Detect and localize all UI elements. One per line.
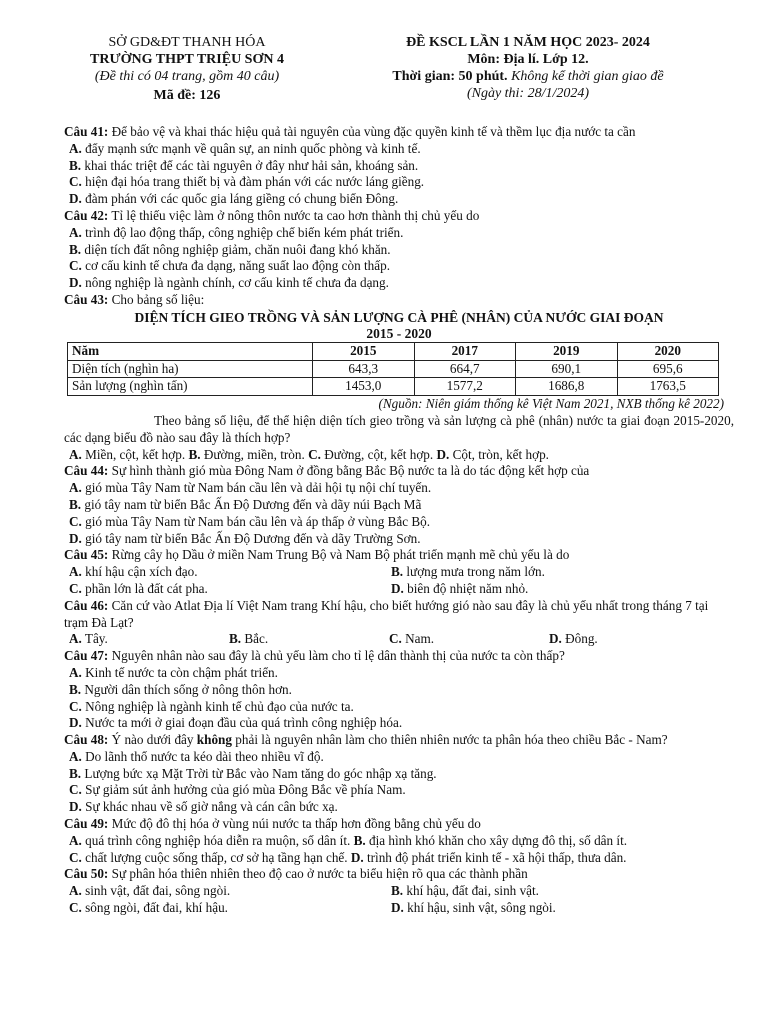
text-span: Sự hình thành gió mùa Đông Nam ở đồng bằng Bắc Bộ nước ta là do tác động kết hợp của	[111, 463, 590, 479]
text-span: quá trình công nghiệp hóa diễn ra muộn, số dân ít.	[85, 832, 351, 848]
text-span: Sản lượng (nghìn tấn)	[68, 378, 313, 396]
text-span: Căn cứ vào Atlat Địa lí Việt Nam trang Khí hậu, cho biết hướng gió nào sau đây là chủ yếu nhất trong tháng 7 tại trạm Đà Lạt?	[64, 597, 709, 630]
question-text: Để bảo vệ và khai thác hiệu quả tài nguyên của vùng đặc quyền kinh tế và thềm lục địa nước ta cần	[111, 124, 636, 139]
option-text	[391, 564, 545, 581]
text-span: B.	[391, 564, 404, 580]
text-span: Câu 49:	[64, 816, 109, 832]
text-span: Đông.	[565, 631, 598, 647]
text-span: cơ cấu kinh tế chưa đa dạng, năng suất lao động còn thấp.	[85, 258, 391, 274]
text-span: A.	[69, 140, 82, 156]
text-span: khí hậu cận xích đạo.	[85, 564, 198, 580]
text-span: hiện đại hóa trang thiết bị và đàm phán với các nước láng giềng.	[85, 174, 425, 190]
text-span: A.	[69, 224, 82, 240]
text-span: Nước ta mới ở giai đoạn đầu của quá trình công nghiệp hóa.	[85, 715, 403, 731]
text-span: C.	[69, 513, 82, 529]
option-a	[64, 225, 734, 242]
text-span: Bắc.	[244, 631, 269, 647]
text-span: D.	[436, 446, 450, 462]
text-span: phần lớn là đất cát pha.	[85, 580, 208, 596]
options-row	[64, 900, 734, 917]
table-row	[68, 378, 719, 396]
text-span: 2020	[617, 342, 719, 360]
text-span: Tây.	[84, 631, 108, 647]
option-c	[64, 699, 734, 716]
question-prompt: Theo bảng số liệu, để thể hiện diện tích gieo trồng và sản lượng cà phê (nhân) nước ta giai đoạn 2015-2020, các dạng biểu đồ nào sau đây là thích hợp?	[64, 412, 734, 445]
text-span: sông ngòi, đất đai, khí hậu.	[85, 900, 228, 916]
text-span: D.	[69, 530, 82, 546]
text-span: nông nghiệp là ngành chính, cơ cấu kinh tế chưa đa dạng.	[85, 275, 389, 291]
option-text	[229, 631, 389, 648]
text-span: gió tây nam từ biển Bắc Ấn Độ Dương đến và dãy Trường Sơn.	[85, 530, 421, 546]
text-span: 1763,5	[617, 378, 719, 396]
question-43	[64, 292, 734, 309]
text-span: 2015	[313, 342, 415, 360]
option-a	[64, 749, 734, 766]
text-span: địa hình khó khăn cho xây dựng đô thị, số dân ít.	[368, 832, 628, 848]
text-span: A.	[69, 748, 82, 764]
text-span: D.	[69, 191, 82, 207]
option-d	[64, 531, 734, 548]
text-span: Người dân thích sống ở nông thôn hơn.	[84, 681, 292, 697]
text-span: DIỆN TÍCH GIEO TRỒNG VÀ SẢN LƯỢNG CÀ PHÊ (NHÂN) CỦA NƯỚC GIAI ĐOẠN	[134, 309, 664, 325]
question-44	[64, 463, 734, 480]
text-span: sinh vật, đất đai, sông ngòi.	[85, 883, 231, 899]
text-span: Cột, tròn, kết hợp.	[452, 446, 549, 462]
text-span: gió tây nam từ biển Bắc Ấn Độ Dương đến và dãy núi Bạch Mã	[84, 496, 422, 512]
text-span: diện tích đất nông nghiệp giảm, chăn nuôi đang khó khăn.	[84, 241, 391, 257]
option-text	[69, 564, 391, 581]
text-span: Câu 47:	[64, 648, 109, 664]
text-span: D.	[391, 580, 404, 596]
options-row	[64, 564, 734, 581]
pages-note: (Đề thi có 04 trang, gồm 40 câu)	[94, 69, 280, 84]
text-span: D.	[69, 275, 82, 291]
text-span: chất lượng cuộc sống thấp, cơ sở hạ tầng hạn chế.	[85, 849, 348, 865]
text-span: D.	[391, 900, 404, 916]
option-text	[69, 883, 391, 900]
option-text	[69, 900, 391, 917]
text-span: C.	[69, 258, 82, 274]
text-span: Câu 42:	[64, 207, 109, 223]
exam-title: ĐỀ KSCL LẦN 1 NĂM HỌC 2023- 2024	[406, 35, 650, 50]
option-a	[64, 141, 734, 158]
option-c	[64, 782, 734, 799]
table-title	[64, 310, 734, 342]
question-46	[64, 598, 734, 632]
text-span: khí hậu, sinh vật, sông ngòi.	[407, 900, 556, 916]
text-span: 1453,0	[313, 378, 415, 396]
time-value: 50 phút.	[458, 69, 508, 84]
question-number: Câu 41:	[64, 124, 109, 139]
text-span: B.	[188, 446, 201, 462]
text-span: Năm	[68, 342, 313, 360]
option-text	[69, 581, 391, 598]
option-text	[391, 883, 539, 900]
school-name: TRƯỜNG THPT TRIỆU SƠN 4	[90, 52, 284, 67]
text-span: A.	[69, 664, 82, 680]
text-span: đẩy mạnh sức mạnh về quân sự, an ninh quốc phòng và kinh tế.	[85, 140, 421, 156]
question-45	[64, 547, 734, 564]
text-span: B.	[391, 883, 404, 899]
text-span: 1577,2	[414, 378, 516, 396]
option-a	[64, 665, 734, 682]
text-span: C.	[69, 849, 82, 865]
text-span: Câu 45:	[64, 547, 109, 563]
text-span: Miền, cột, kết hợp.	[85, 446, 186, 462]
option-b	[64, 682, 734, 699]
option-text	[391, 900, 556, 917]
text-span: 1686,8	[516, 378, 618, 396]
text-span: D.	[549, 631, 562, 647]
exam-date: (Ngày thi: 28/1/2024)	[466, 86, 590, 101]
text-span: 2019	[516, 342, 618, 360]
table-row	[68, 360, 719, 378]
text-span: C.	[389, 631, 402, 647]
question-49	[64, 816, 734, 833]
text-span: Câu 43:	[64, 291, 109, 307]
text-span: Lượng bức xạ Mặt Trời từ Bắc vào Nam tăng do góc nhập xạ tăng.	[84, 765, 437, 781]
text-span: Sự giảm sút ảnh hưởng của gió mùa Đông Bắc về phía Nam.	[85, 782, 406, 798]
text-span: gió mùa Tây Nam từ Nam bán cầu lên và dải hội tụ nội chí tuyến.	[85, 480, 432, 496]
data-table	[67, 342, 719, 396]
text-span: C.	[69, 174, 82, 190]
text-span: 690,1	[516, 360, 618, 378]
text-span: trình độ lao động thấp, công nghiệp chế biến kém phát triển.	[85, 224, 404, 240]
option-d	[64, 275, 734, 292]
text-span: Sự khác nhau về số giờ nắng và cán cân bức xạ.	[85, 799, 338, 815]
header-left	[62, 34, 312, 104]
text-span: A.	[69, 832, 82, 848]
text-span: C.	[308, 446, 321, 462]
department-name: SỞ GD&ĐT THANH HÓA	[108, 35, 266, 50]
exam-code: Mã đề: 126	[153, 88, 221, 103]
text-span: C.	[69, 698, 82, 714]
option-text	[391, 581, 528, 598]
subject: Môn: Địa lí. Lớp 12.	[467, 52, 589, 67]
text-span: lượng mưa trong năm lớn.	[406, 564, 545, 580]
text-span: B.	[69, 681, 82, 697]
text-span: A.	[69, 631, 82, 647]
text-span: C.	[69, 900, 82, 916]
table-header-row	[68, 342, 719, 360]
text-span: Ý nào dưới đây	[111, 732, 194, 748]
table-source: (Nguồn: Niên giám thống kê Việt Nam 2021, NXB thống kê 2022)	[378, 396, 724, 412]
text-span: A.	[69, 480, 82, 496]
text-span: 2015 - 2020	[366, 325, 432, 341]
option-a	[64, 480, 734, 497]
text-span: biên độ nhiệt năm nhỏ.	[407, 580, 529, 596]
options-row	[64, 833, 734, 850]
text-span: B.	[69, 241, 82, 257]
text-span: Kinh tế nước ta còn chậm phát triển.	[85, 664, 278, 680]
option-b	[64, 158, 734, 175]
question-48	[64, 732, 734, 749]
text-span: Nguyên nhân nào sau đây là chủ yếu làm cho tỉ lệ dân thành thị của nước ta còn thấp?	[111, 648, 565, 664]
question-42	[64, 208, 734, 225]
text-span: B.	[69, 496, 82, 512]
text-span: Mức độ đô thị hóa ở vùng núi nước ta thấp hơn đồng bằng chủ yếu do	[111, 816, 481, 832]
text-span: 2017	[414, 342, 516, 360]
option-c	[64, 514, 734, 531]
questions-body	[64, 124, 734, 917]
text-span: Nam.	[405, 631, 435, 647]
text-span: Tỉ lệ thiếu việc làm ở nông thôn nước ta cao hơn thành thị chủ yếu do	[111, 207, 480, 223]
text-span: D.	[69, 799, 82, 815]
text-span: Câu 48:	[64, 732, 109, 748]
option-b	[64, 242, 734, 259]
text-span: Nông nghiệp là ngành kinh tế chủ đạo của nước ta.	[85, 698, 354, 714]
text-span: Sự phân hóa thiên nhiên theo độ cao ở nước ta biểu hiện rõ qua các thành phần	[111, 866, 528, 882]
text-span: Cho bảng số liệu:	[111, 291, 205, 307]
option-text	[69, 631, 229, 648]
header-right	[338, 34, 718, 102]
text-span: A.	[69, 883, 82, 899]
option-d	[64, 715, 734, 732]
text-span: B.	[69, 157, 82, 173]
time-note: Không kể thời gian giao đề	[511, 69, 664, 84]
options-row	[64, 581, 734, 598]
text-span: 643,3	[313, 360, 415, 378]
text-span: Câu 50:	[64, 866, 109, 882]
text-span: B.	[229, 631, 242, 647]
text-span: D.	[350, 849, 364, 865]
text-span: Câu 44:	[64, 463, 109, 479]
text-span: Rừng cây họ Dầu ở miền Nam Trung Bộ và Nam Bộ phát triển mạnh mẽ chủ yếu là do	[111, 547, 570, 563]
option-d	[64, 799, 734, 816]
text-span: C.	[69, 580, 82, 596]
text-span: khai thác triệt để các tài nguyên ở đây như hải sản, khoáng sản.	[84, 157, 419, 173]
text-span: C.	[69, 782, 82, 798]
option-d	[64, 191, 734, 208]
option-c	[64, 174, 734, 191]
text-span: phải là nguyên nhân làm cho thiên nhiên nước ta phân hóa theo chiều Bắc - Nam?	[235, 732, 668, 748]
option-b	[64, 766, 734, 783]
question-50	[64, 866, 734, 883]
text-span: Đường, cột, kết hợp.	[324, 446, 434, 462]
text-span: Câu 46:	[64, 597, 109, 613]
text-span: 664,7	[414, 360, 516, 378]
text-span: Đường, miền, tròn.	[203, 446, 305, 462]
options-row	[64, 883, 734, 900]
text-span: D.	[69, 715, 82, 731]
text-span: B.	[69, 765, 82, 781]
text-span: khí hậu, đất đai, sinh vật.	[406, 883, 539, 899]
question-41	[64, 124, 734, 141]
time-label: Thời gian:	[392, 69, 456, 84]
text-span: trình độ phát triển kinh tế - xã hội thấp, thưa dân.	[366, 849, 627, 865]
option-c	[64, 258, 734, 275]
text-span: A.	[69, 564, 82, 580]
text-span: đàm phán với các quốc gia láng giềng có chung biển Đông.	[85, 191, 399, 207]
text-span: A.	[69, 446, 82, 462]
text-span: Do lãnh thổ nước ta kéo dài theo nhiều vĩ độ.	[85, 748, 324, 764]
option-b	[64, 497, 734, 514]
options-row	[64, 631, 734, 648]
text-span: 695,6	[617, 360, 719, 378]
option-text	[389, 631, 549, 648]
question-47	[64, 648, 734, 665]
options-row	[64, 447, 734, 464]
option-text	[549, 631, 709, 648]
text-span: gió mùa Tây Nam từ Nam bán cầu lên và áp thấp ở vùng Bắc Bộ.	[85, 513, 431, 529]
text-span: B.	[353, 832, 366, 848]
text-span: không	[196, 732, 232, 748]
options-row	[64, 850, 734, 867]
text-span: Diện tích (nghìn ha)	[68, 360, 313, 378]
time-line	[338, 68, 718, 85]
